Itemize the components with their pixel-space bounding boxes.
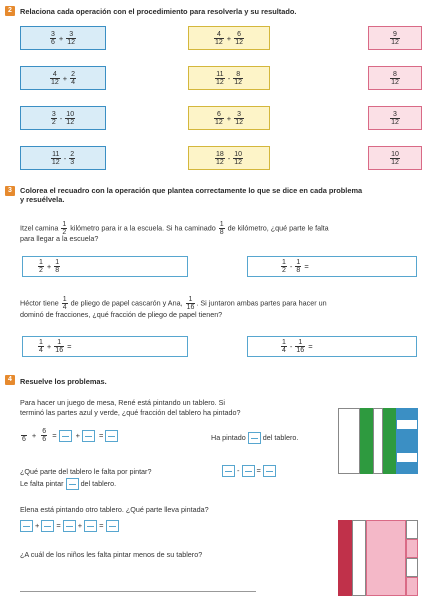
- q3-equation: + = + =: [20, 520, 119, 532]
- q3-box-2[interactable]: [41, 520, 54, 532]
- section-2-heading: Relaciona cada operación con el procedimiento para resolverla y su resultado.: [20, 7, 297, 16]
- q3-line: Elena está pintando otro tablero. ¿Qué parte lleva pintada?: [20, 505, 209, 514]
- p2-fraction-2: $\frac{1}{16}$: [186, 296, 195, 311]
- board2-white-col: [352, 520, 366, 596]
- q2-answer-box[interactable]: [66, 478, 79, 490]
- q2-eq-box-1[interactable]: [222, 465, 235, 477]
- p2-option-subtract[interactable]: $\frac{1}{4}$ - $\frac{1}{16}$ =: [247, 336, 417, 357]
- board2-red-col: [338, 520, 352, 596]
- q2-eq-box-2[interactable]: [242, 465, 255, 477]
- result-box-1[interactable]: $\frac{9}{12}$: [368, 26, 422, 50]
- p2-option-add[interactable]: $\frac{1}{4}$ + $\frac{1}{16}$ =: [22, 336, 188, 357]
- rene-board: [338, 408, 418, 474]
- operation-box-1[interactable]: $\frac{3}{6}$ + $\frac{3}{12}$: [20, 26, 106, 50]
- procedure-box-1[interactable]: $\frac{4}{12}$ + $\frac{6}{12}$: [188, 26, 270, 50]
- q1-eq-fraction-2: $\frac{6}{6}$: [42, 428, 47, 443]
- board2-cell-3: [406, 558, 418, 577]
- result-box-3[interactable]: $\frac{3}{12}$: [368, 106, 422, 130]
- procedure-box-3[interactable]: $\frac{6}{12}$ + $\frac{3}{12}$: [188, 106, 270, 130]
- elena-board: [338, 520, 418, 596]
- q1-answer-box-3[interactable]: [105, 430, 118, 442]
- q2-equation: - =: [222, 465, 276, 477]
- operation-box-4[interactable]: $\frac{11}{12}$ - $\frac{2}{3}$: [20, 146, 106, 170]
- q3-box-4[interactable]: [84, 520, 97, 532]
- q2-eq-box-3[interactable]: [263, 465, 276, 477]
- problem-1-line2: para llegar a la escuela?: [20, 234, 99, 243]
- q1-equation: 6 + $\frac{6}{6}$ = + =: [20, 428, 118, 443]
- q1-answer-box-1[interactable]: [59, 430, 72, 442]
- q3-box-3[interactable]: [63, 520, 76, 532]
- q1-eq-fraction-1: 6: [22, 436, 26, 443]
- board1-white-col: [338, 408, 360, 474]
- board1-green-1: [360, 408, 373, 474]
- board2-pink-block: [366, 520, 406, 596]
- answer-line[interactable]: [20, 591, 256, 592]
- board1-white-2: [373, 408, 383, 474]
- section-3-badge: 3: [5, 186, 15, 196]
- result-box-4[interactable]: $\frac{10}{12}$: [368, 146, 422, 170]
- p1-fraction-2: $\frac{1}{8}$: [219, 221, 224, 236]
- q1-line1: Para hacer un juego de mesa, René está pintando un tablero. Si: [20, 398, 225, 407]
- section-2-badge: 2: [5, 6, 15, 16]
- board2-cell-2: [406, 539, 418, 558]
- board1-green-2: [383, 408, 396, 474]
- board1-blue-cell-2: [396, 452, 418, 463]
- p1-option-subtract[interactable]: $\frac{1}{2}$ - $\frac{1}{8}$ =: [247, 256, 417, 277]
- section-4-heading: Resuelve los problemas.: [20, 377, 107, 386]
- q1-pintado: Ha pintado del tablero.: [211, 432, 298, 444]
- q2-line2: Le falta pintar del tablero.: [20, 478, 116, 490]
- procedure-box-4[interactable]: $\frac{18}{12}$ - $\frac{10}{12}$: [188, 146, 270, 170]
- p1-start: Itzel camina: [20, 223, 59, 233]
- section-3-heading-line2: y resuélvela.: [20, 195, 65, 204]
- p1-end: de kilómetro, ¿qué parte le falta: [227, 223, 329, 233]
- board1-blue-2: [396, 430, 418, 441]
- operation-box-2[interactable]: $\frac{4}{12}$ + $\frac{2}{4}$: [20, 66, 106, 90]
- board2-cell-4: [406, 577, 418, 596]
- q4-line: ¿A cuál de los niños les falta pintar menos de su tablero?: [20, 550, 203, 559]
- operation-box-3[interactable]: $\frac{3}{2}$ - $\frac{10}{12}$: [20, 106, 106, 130]
- section-3-heading-line1: Colorea el recuadro con la operación que plantea correctamente lo que se dice en cada problema: [20, 186, 363, 195]
- problem-2-line2: dominó de fracciones, ¿qué fracción de pliego de papel tienen?: [20, 310, 223, 319]
- board1-blue-1: [396, 408, 418, 419]
- problem-2-text: Héctor tiene $\frac{1}{4}$ de pliego de papel cascarón y Ana, $\frac{1}{16}$ . Si juntaron ambas partes para hacer un: [20, 296, 327, 311]
- q2-line1: ¿Qué parte del tablero le falta por pintar?: [20, 467, 152, 476]
- q1-answer-box-2[interactable]: [82, 430, 95, 442]
- board2-cell-1: [406, 520, 418, 539]
- p1-option-add[interactable]: $\frac{1}{2}$ + $\frac{1}{8}$: [22, 256, 188, 277]
- board1-blue-3: [396, 441, 418, 452]
- result-box-2[interactable]: $\frac{8}{12}$: [368, 66, 422, 90]
- q3-box-1[interactable]: [20, 520, 33, 532]
- q3-box-5[interactable]: [106, 520, 119, 532]
- board1-blue-cell: [396, 419, 418, 430]
- board1-blue-4: [396, 463, 418, 474]
- q1-line2: terminó las partes azul y verde, ¿qué fracción del tablero ha pintado?: [20, 408, 241, 417]
- p1-fraction-1: $\frac{1}{2}$: [62, 221, 67, 236]
- p2-fraction-1: $\frac{1}{4}$: [62, 296, 67, 311]
- p1-mid: kilómetro para ir a la escuela. Si ha caminado: [70, 223, 216, 233]
- procedure-box-2[interactable]: $\frac{11}{12}$ - $\frac{8}{12}$: [188, 66, 270, 90]
- section-4-badge: 4: [5, 375, 15, 385]
- q1-pintado-box[interactable]: [248, 432, 261, 444]
